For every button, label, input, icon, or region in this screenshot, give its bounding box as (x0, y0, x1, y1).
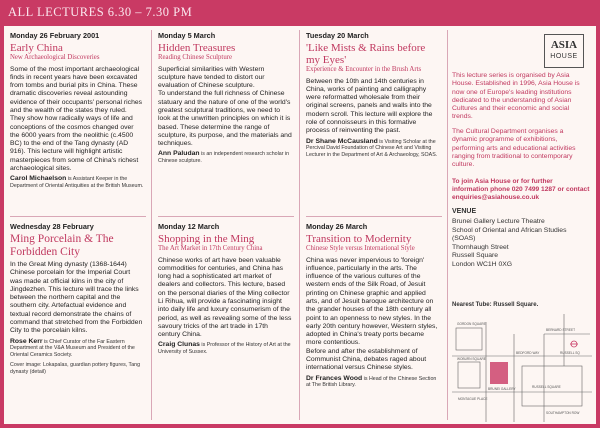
lecture-title: Hidden Treasures (158, 42, 236, 54)
speaker-name: Rose Kerr (10, 337, 43, 345)
map-label-southampton: SOUTHAMPTON ROW (546, 411, 580, 415)
lecture-ming-porcelain (4, 219, 150, 424)
lecture-body (306, 257, 440, 373)
speaker-name: Carol Michaelson (10, 175, 67, 183)
lecture-title: 'Like Mists & Rains before my Eyes' (306, 42, 426, 66)
join-info: To join Asia House or for further information phone 020 7499 1287 or contact enquiries@asiahouse.co.uk (452, 178, 590, 202)
lecture-body (10, 66, 144, 174)
speaker-bio (158, 342, 292, 355)
lecture-paragraph: Chinese works of art have been valuable commodities for centuries, and China has long had a sophisticated art market of dealers and collectors. This lecture, based on the personal diaries of the Ming collector Li Rihua, will provide a fascinating insight into daily life and luxury consumerism of the period, as well as revealing some of the less savoury tricks of the art trade in 17th century China. (158, 256, 292, 339)
divider (10, 216, 146, 217)
speaker-role: is Assistant Keeper in the Department of Oriental Antiquities at the British Museum. (10, 176, 144, 189)
venue-line: London WC1H 0XG (452, 260, 513, 268)
lecture-paragraph: Some of the most important archaeological finds in recent years have been excavated from tombs and burial pits in China. These dramatic discoveries reveal astounding evidence of their occupants' personal riches and the wealth of the states they ruled. (10, 65, 143, 114)
venue-line: Russell Square (452, 252, 499, 260)
map-label-gordon: GORDON SQUARE (457, 322, 486, 326)
lecture-title: Transition to Modernity (306, 233, 412, 245)
map-label-brunei: BRUNEI GALLERY (488, 387, 516, 391)
lecture-paragraph: In the Great Ming dynasty (1368-1644) Chinese porcelain for the Imperial Court was made at official kilns in the city of Jingdezhen. This lecture will trace the links between the northern capital and the southern city. Artefactual evidence and textual record demonstrate the chains of command that stretched from the Forbidden City to the porcelain kilns. (10, 261, 143, 335)
lecture-subtitle: Experience & Encounter in the Brush Arts (306, 66, 422, 73)
lecture-subtitle: New Archaeological Discoveries (10, 54, 100, 61)
lecture-title: Early China (10, 42, 63, 54)
divider (158, 216, 294, 217)
lecture-date: Monday 26 March (306, 222, 368, 231)
speaker-bio (10, 176, 144, 189)
sidebar (448, 26, 596, 424)
speaker-bio (306, 376, 440, 389)
header-banner (0, 0, 600, 24)
map-label-bernard: BERNARD STREET (546, 328, 576, 332)
speaker-name: Dr Frances Wood (306, 374, 363, 382)
venue-line: School of Oriental and African Studies (SOAS) (452, 226, 567, 243)
venue-line: Thornhaugh Street (452, 243, 509, 251)
venue-address (452, 218, 590, 270)
venue-line: Brunei Gallery Lecture Theatre (452, 218, 545, 225)
map-label-tube: RUSSELL SQ (560, 351, 580, 355)
cultural-text: The Cultural Department organises a dynamic programme of exhibitions, performing arts and educational activities ranging from traditional to contemporary culture. (452, 128, 576, 169)
lecture-paragraph: Before and after the establishment of Communist China, debates raged about international versus Chinese styles. (306, 347, 427, 372)
lecture-paragraph: Between the 10th and 14th centuries in China, works of painting and calligraphy were reformatted wholesale from their original screens, panels and walls into the modern scroll. This lecture will explore the role of connoisseurs in this formative process of reinventing the past. (306, 77, 433, 135)
lecture-paragraph: China was never impervious to 'foreign' influence, particularly in the arts. The influence of the various cultures of the western ends of the Silk Road, of Jesuit printing on Chinese graphic and applied arts, and of Jesuit baroque architecture on the grander houses of the 18th century all point to an openness to new styles. In the early 20th century however, Western styles, adopted in China's treaty ports became more contentious. (306, 256, 438, 347)
speaker-role: is Head of the Chinese Section at The British Library. (306, 375, 437, 389)
lecture-date: Monday 12 March (158, 222, 220, 231)
lecture-body (306, 78, 440, 136)
map-label-bedford: BEDFORD WAY (516, 351, 540, 355)
location-map (452, 314, 592, 422)
column-2 (152, 26, 298, 424)
lecture-subtitle: Reading Chinese Sculpture (158, 54, 232, 61)
lecture-subtitle: The Art Market in 17th Century China (158, 245, 263, 252)
nearest-tube: Nearest Tube: Russell Square. (452, 302, 539, 308)
map-label-russell: RUSSELL SQUARE (532, 385, 561, 389)
logo-line-1: ASIA (550, 39, 578, 51)
column-3 (300, 26, 446, 424)
speaker-name: Dr Shane McCausland (306, 137, 378, 145)
lecture-shopping-ming (152, 219, 298, 424)
banner-title: ALL LECTURES 6.30 – 7.30 PM (8, 5, 193, 19)
speaker-role: is Professor of the History of Art at the University of Sussex. (158, 342, 291, 356)
brunei-gallery-marker (490, 362, 508, 384)
asia-house-logo (544, 34, 584, 68)
lecture-date: Monday 26 February 2001 (10, 31, 100, 40)
lecture-paragraph: They show how radically ways of life and conceptions of the cosmos changed over the 6000 years from the neolithic (c.4500 BC) to the end of the Tang dynasty (AD 916). This lecture will highlight artistic masterpieces from some of China's richest archaeological sites. (10, 115, 139, 173)
speaker-role: is an independent research scholar in Chinese sculpture. (158, 151, 290, 165)
speaker-name: Ann Paludan (158, 150, 200, 158)
lecture-early-china (4, 28, 150, 214)
speaker-bio (306, 139, 440, 159)
lecture-body (10, 261, 144, 336)
lecture-transition-modernity (300, 219, 446, 424)
map-label-montague: MONTAGUE PLACE (458, 397, 488, 401)
speaker-role: is Visiting Scholar at the Percival David Foundation of Chinese Art and Visiting Lecturer in the Department of Art & Archaeology, SOAS. (306, 138, 438, 158)
logo-line-2: HOUSE (550, 53, 578, 60)
map-label-woburn: WOBURN SQUARE (457, 357, 486, 361)
lecture-date: Wednesday 28 February (10, 222, 94, 231)
speaker-bio (158, 151, 292, 164)
lecture-title: Ming Porcelain & The Forbidden City (10, 233, 114, 258)
lecture-paragraph: To understand the full richness of Chinese statuary and the nature of one of the world's greatest sculptural traditions, we need to look at the unwritten principles on which it is based. These determine the range of sculpture, its purpose, and the materials and techniques. (158, 90, 292, 148)
lecture-body (158, 66, 292, 149)
speaker-role: is Chief Curator of the Far Eastern Department at the V&A Museum and President of the Oriental Ceramics Society. (10, 338, 135, 358)
divider (306, 216, 442, 217)
lecture-subtitle: Chinese Style versus International Style (306, 245, 415, 252)
lecture-body (158, 257, 292, 340)
venue-heading: VENUE (452, 208, 477, 215)
lecture-date: Monday 5 March (158, 31, 216, 40)
cover-caption: Cover image: Lokapalas, guardian pottery figures, Tang dynasty (detail) (10, 362, 141, 376)
lecture-card (4, 26, 596, 424)
lecture-mists-rains (300, 28, 446, 214)
speaker-name: Craig Clunas (158, 341, 200, 349)
lecture-hidden-treasures (152, 28, 298, 214)
about-text: This lecture series is organised by Asia House. Established in 1996, Asia House is now one of Europe's leading institutions dedicated to the understanding of Asian Cultures and their economic and social trends. (452, 72, 580, 121)
column-1 (4, 26, 150, 424)
lecture-paragraph: Superficial similarities with Western sculpture have tended to distort our evaluation of Chinese sculpture. (158, 65, 265, 90)
lecture-date: Tuesday 20 March (306, 31, 369, 40)
speaker-bio (10, 339, 144, 359)
lecture-title: Shopping in the Ming (158, 233, 255, 245)
